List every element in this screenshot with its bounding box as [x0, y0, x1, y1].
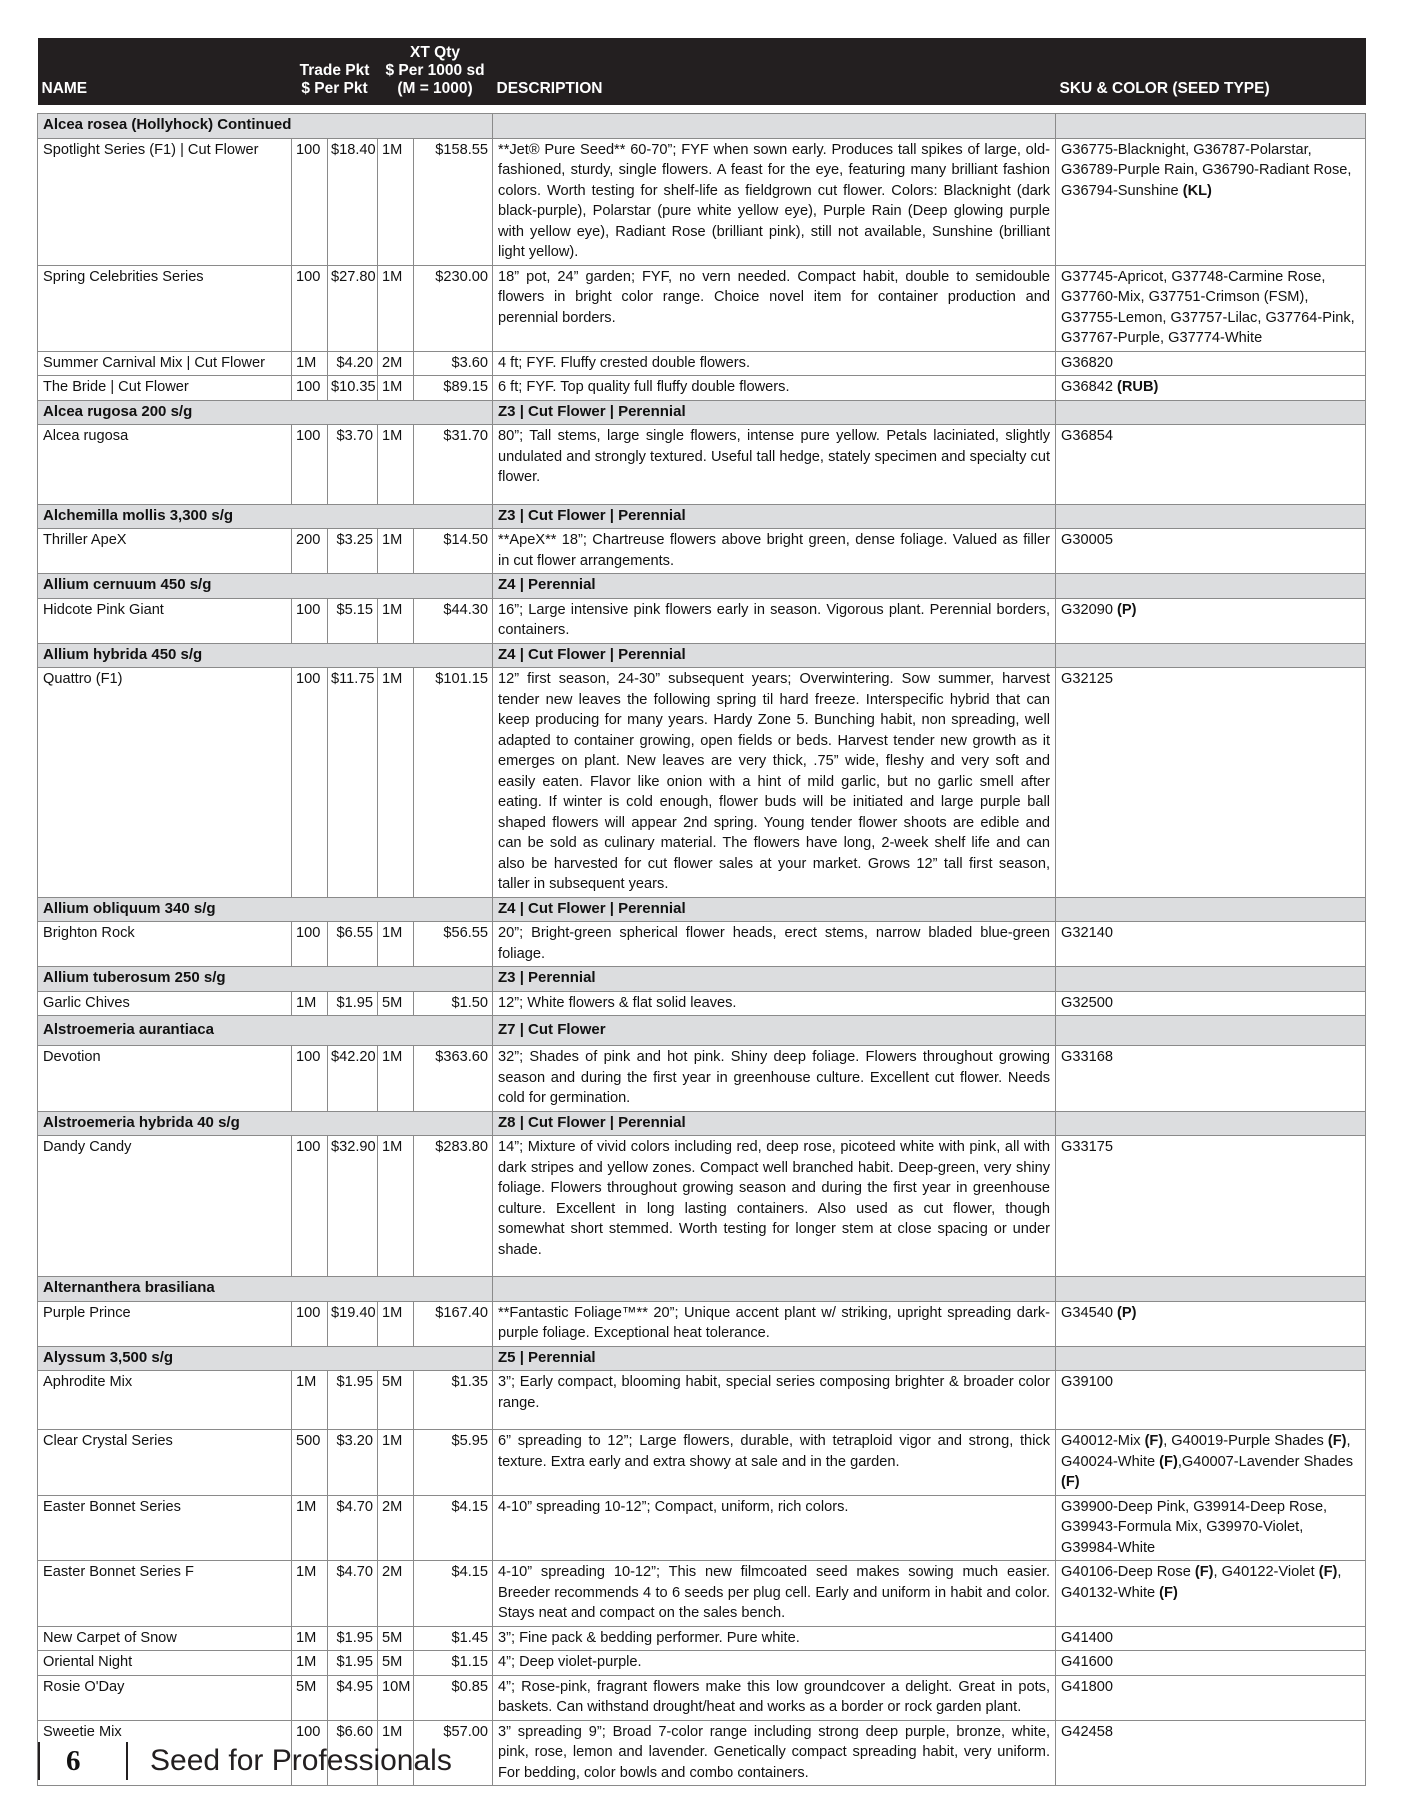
category-row — [38, 1346, 1366, 1371]
sku-text: G36820 — [1061, 354, 1113, 371]
product-row — [38, 668, 1366, 898]
category-note: Z4 | Cut Flower | Perennial — [493, 643, 1056, 668]
xt-price: $3.60 — [414, 351, 493, 376]
sku-text: G33168 — [1061, 1049, 1113, 1065]
category-sku-blank — [1056, 1277, 1366, 1302]
xt-qty: 1M — [378, 922, 414, 967]
sku-text: G30005 — [1061, 532, 1113, 548]
footer-divider-left — [38, 1742, 40, 1780]
trade-price: $19.40 — [328, 1301, 378, 1346]
product-sku — [1056, 1301, 1366, 1346]
product-description: 18” pot, 24” garden; FYF, no vern needed. Compact habit, double to semidouble flowers in bright color range. Choice novel item for container production and perennial borders. — [493, 265, 1056, 351]
xt-price: $5.95 — [414, 1430, 493, 1496]
category-sku-blank — [1056, 1111, 1366, 1136]
xt-price: $0.85 — [414, 1675, 493, 1720]
product-row — [38, 138, 1366, 265]
xt-qty: 1M — [378, 529, 414, 574]
category-name: Allium cernuum 450 s/g — [38, 574, 493, 599]
product-name: Hidcote Pink Giant — [38, 598, 292, 643]
xt-price: $363.60 — [414, 1046, 493, 1112]
category-sku-blank — [1056, 400, 1366, 425]
xt-qty: 2M — [378, 1495, 414, 1561]
category-row — [38, 400, 1366, 425]
sku-text: G37745-Apricot, G37748-Carmine Rose, G37760-Mix, G37751-Crimson (FSM), G37755-Lemon, G37757-Lilac, G37764-Pink, G37767-Purple, G37774-White — [1061, 268, 1355, 346]
product-sku — [1056, 1495, 1366, 1561]
trade-price: $10.35 — [328, 376, 378, 401]
product-row — [38, 991, 1366, 1016]
xt-qty: 5M — [378, 1651, 414, 1676]
product-description: **Jet® Pure Seed** 60-70”; FYF when sown early. Produces tall spikes of large, old-fashioned, sturdy, single flowers. A feast for the eye, featuring many brilliant fashion colors. Worth testing for shelf-life as fieldgrown cut flower. Colors: Blacknight (dark black-purple), Polarstar (pure white yellow eye), Purple Rain (Deep glowing purple with yellow eye), Radiant Rose (brilliant pink), still not available, Sunshine (brilliant light yellow). — [493, 138, 1056, 265]
product-description: 3”; Early compact, blooming habit, special series composing brighter & broader color range. — [493, 1371, 1056, 1430]
product-sku — [1056, 351, 1366, 376]
seed-type-label: (RUB) — [1117, 379, 1159, 395]
sku-text: ,G40007-Lavender Shades — [1177, 1453, 1354, 1470]
product-sku — [1056, 138, 1366, 265]
seed-type-label: (F) — [1327, 1433, 1347, 1449]
category-name: Alchemilla mollis 3,300 s/g — [38, 504, 493, 529]
seed-type-label: (F) — [1194, 1564, 1214, 1580]
sku-text: G39100 — [1061, 1374, 1113, 1390]
product-name: Spring Celebrities Series — [38, 265, 292, 351]
product-name: Easter Bonnet Series — [38, 1495, 292, 1561]
xt-price: $1.45 — [414, 1626, 493, 1651]
product-description: 12” first season, 24-30” subsequent years; Overwintering. Sow summer, harvest tender new leaves the following spring til hard freeze. Interspecific hybrid that can keep producing for many years. Hardy Zone 5. Bunching habit, non spreading, well adapted to container growing, open fields or beds. Harvest tender new growth as it emerges on plant. New leaves are very thick, .75” wide, fleshy and very soft and easily eaten. Flavor like onion with a hint of mild garlic, but no garlic smell after eating. If winter is cold enough, flower buds will be initiated and large purple ball shaped flowers will appear 2nd spring. Young tender flower shoots are edible and can be sold as culinary material. The flowers have long, 2-week shelf life and can also be harvested for cut flower sales at your market. Grows 12” tall first season, taller in subsequent years. — [493, 668, 1056, 898]
category-row — [38, 967, 1366, 992]
header-spacer — [38, 105, 1366, 114]
product-description: 3”; Fine pack & bedding performer. Pure white. — [493, 1626, 1056, 1651]
xt-qty: 1M — [378, 376, 414, 401]
sku-text: , G40132-White — [1061, 1564, 1342, 1601]
xt-price: $158.55 — [414, 138, 493, 265]
product-row — [38, 1651, 1366, 1676]
xt-qty: 1M — [378, 668, 414, 898]
product-row — [38, 1136, 1366, 1277]
xt-price: $4.15 — [414, 1495, 493, 1561]
xt-qty: 1M — [378, 1720, 414, 1786]
category-row — [38, 1111, 1366, 1136]
trade-qty: 100 — [292, 1720, 328, 1786]
product-name: Thriller ApeX — [38, 529, 292, 574]
trade-qty: 1M — [292, 991, 328, 1016]
xt-qty: 1M — [378, 425, 414, 505]
sku-text: G36775-Blacknight, G36787-Polarstar, G36789-Purple Rain, G36790-Radiant Rose, G36794-Sunshine — [1061, 141, 1352, 199]
trade-qty: 5M — [292, 1675, 328, 1720]
xt-qty: 2M — [378, 1561, 414, 1627]
header-trade-line2: $ Per Pkt — [301, 80, 368, 97]
header-sku: SKU & COLOR (SEED TYPE) — [1056, 38, 1366, 105]
category-note: Z3 | Cut Flower | Perennial — [493, 504, 1056, 529]
sku-text: G41600 — [1061, 1654, 1113, 1670]
xt-price: $89.15 — [414, 376, 493, 401]
xt-price: $57.00 — [414, 1720, 493, 1786]
xt-price: $283.80 — [414, 1136, 493, 1277]
sku-text: , G40122-Violet — [1213, 1564, 1319, 1580]
sku-text: G32090 — [1061, 601, 1118, 618]
sku-text: G32140 — [1061, 925, 1113, 941]
product-sku — [1056, 1046, 1366, 1112]
product-name: New Carpet of Snow — [38, 1626, 292, 1651]
category-note: Z4 | Perennial — [493, 574, 1056, 599]
xt-price: $4.15 — [414, 1561, 493, 1627]
product-sku — [1056, 922, 1366, 967]
product-row — [38, 598, 1366, 643]
header-trade-pkt — [292, 38, 378, 105]
sku-text: G39900-Deep Pink, G39914-Deep Rose, G39943-Formula Mix, G39970-Violet, G39984-White — [1061, 1498, 1328, 1556]
seed-type-label: (F) — [1159, 1453, 1178, 1470]
product-description: 4”; Deep violet-purple. — [493, 1651, 1056, 1676]
product-sku — [1056, 265, 1366, 351]
product-row — [38, 265, 1366, 351]
sku-text: G33175 — [1061, 1139, 1113, 1155]
xt-qty: 1M — [378, 138, 414, 265]
trade-price: $4.70 — [328, 1561, 378, 1627]
product-description: 12”; White flowers & flat solid leaves. — [493, 991, 1056, 1016]
trade-price: $11.75 — [328, 668, 378, 898]
product-row — [38, 1495, 1366, 1561]
sku-text: , G40024-White — [1061, 1433, 1351, 1470]
product-sku — [1056, 1651, 1366, 1676]
product-name: Oriental Night — [38, 1651, 292, 1676]
xt-price: $1.15 — [414, 1651, 493, 1676]
category-sku-blank — [1056, 114, 1366, 139]
trade-price: $4.20 — [328, 351, 378, 376]
xt-price: $14.50 — [414, 529, 493, 574]
category-name: Alcea rosea (Hollyhock) Continued — [38, 114, 493, 139]
product-row — [38, 1626, 1366, 1651]
xt-price: $44.30 — [414, 598, 493, 643]
trade-qty: 100 — [292, 598, 328, 643]
product-name: Spotlight Series (F1) | Cut Flower — [38, 138, 292, 265]
header-xt-qty — [378, 38, 493, 105]
category-sku-blank — [1056, 643, 1366, 668]
trade-qty: 100 — [292, 425, 328, 505]
product-name: Sweetie Mix — [38, 1720, 292, 1786]
trade-price: $1.95 — [328, 1626, 378, 1651]
xt-qty: 10M — [378, 1675, 414, 1720]
trade-qty: 1M — [292, 351, 328, 376]
product-sku — [1056, 598, 1366, 643]
category-sku-blank — [1056, 1346, 1366, 1371]
product-name: Garlic Chives — [38, 991, 292, 1016]
sku-text: G36854 — [1061, 428, 1113, 444]
sku-text: G42458 — [1061, 1723, 1113, 1740]
page-number: 6 — [66, 1745, 81, 1777]
xt-qty: 1M — [378, 1136, 414, 1277]
product-name: Brighton Rock — [38, 922, 292, 967]
category-row — [38, 114, 1366, 139]
table-header-row — [38, 38, 1366, 105]
seed-type-label: (P) — [1117, 1304, 1137, 1321]
trade-qty: 1M — [292, 1495, 328, 1561]
category-sku-blank — [1056, 1016, 1366, 1046]
xt-qty: 2M — [378, 351, 414, 376]
xt-qty: 1M — [378, 598, 414, 643]
trade-price: $3.70 — [328, 425, 378, 505]
category-name: Alcea rugosa 200 s/g — [38, 400, 493, 425]
product-sku — [1056, 529, 1366, 574]
header-xt-line3: (M = 1000) — [397, 80, 473, 97]
xt-price: $1.50 — [414, 991, 493, 1016]
header-description: DESCRIPTION — [493, 38, 1056, 105]
xt-qty: 1M — [378, 1301, 414, 1346]
trade-price: $1.95 — [328, 1651, 378, 1676]
category-name: Allium hybrida 450 s/g — [38, 643, 493, 668]
trade-price: $3.25 — [328, 529, 378, 574]
product-name: Purple Prince — [38, 1301, 292, 1346]
product-description: 6” spreading to 12”; Large flowers, durable, with tetraploid vigor and strong, thick texture. Extra early and extra showy at sale and in the garden. — [493, 1430, 1056, 1496]
seed-type-label: (KL) — [1182, 182, 1212, 199]
sku-text: , G40019-Purple Shades — [1163, 1433, 1328, 1449]
product-name: The Bride | Cut Flower — [38, 376, 292, 401]
product-description: **ApeX** 18”; Chartreuse flowers above bright green, dense foliage. Valued as filler in cut flower arrangements. — [493, 529, 1056, 574]
category-row — [38, 504, 1366, 529]
xt-qty: 5M — [378, 1371, 414, 1430]
category-name: Alternanthera brasiliana — [38, 1277, 493, 1302]
category-note — [493, 114, 1056, 139]
trade-price: $3.20 — [328, 1430, 378, 1496]
xt-qty: 1M — [378, 1046, 414, 1112]
trade-price: $6.55 — [328, 922, 378, 967]
product-sku — [1056, 1371, 1366, 1430]
xt-price: $56.55 — [414, 922, 493, 967]
sku-text: G41800 — [1061, 1678, 1113, 1695]
product-row — [38, 351, 1366, 376]
category-sku-blank — [1056, 504, 1366, 529]
sku-text: G34540 — [1061, 1304, 1118, 1321]
category-row — [38, 643, 1366, 668]
category-sku-blank — [1056, 574, 1366, 599]
product-description: 16”; Large intensive pink flowers early in season. Vigorous plant. Perennial borders, containers. — [493, 598, 1056, 643]
product-sku — [1056, 1626, 1366, 1651]
header-name: NAME — [38, 38, 292, 105]
product-description: 32”; Shades of pink and hot pink. Shiny deep foliage. Flowers throughout growing season and during the first year in greenhouse culture. Excellent cut flower. Needs cold for germination. — [493, 1046, 1056, 1112]
category-name: Alyssum 3,500 s/g — [38, 1346, 493, 1371]
product-row — [38, 529, 1366, 574]
trade-price: $6.60 — [328, 1720, 378, 1786]
product-sku — [1056, 1675, 1366, 1720]
trade-qty: 100 — [292, 1046, 328, 1112]
product-description: 80”; Tall stems, large single flowers, intense pure yellow. Petals laciniated, slightly undulated and strongly textured. Useful tall hedge, stately specimen and specialty cut flower. — [493, 425, 1056, 505]
footer-divider-right — [126, 1742, 128, 1780]
product-sku — [1056, 1430, 1366, 1496]
trade-qty: 100 — [292, 922, 328, 967]
category-row — [38, 897, 1366, 922]
category-name: Allium obliquum 340 s/g — [38, 897, 493, 922]
seed-type-label: (F) — [1318, 1564, 1338, 1580]
trade-qty: 500 — [292, 1430, 328, 1496]
trade-qty: 1M — [292, 1561, 328, 1627]
trade-qty: 100 — [292, 668, 328, 898]
product-name: Rosie O'Day — [38, 1675, 292, 1720]
product-row — [38, 922, 1366, 967]
table-body — [38, 114, 1366, 1786]
xt-price: $230.00 — [414, 265, 493, 351]
product-row — [38, 376, 1366, 401]
seed-type-label: (F) — [1061, 1474, 1080, 1490]
product-name: Summer Carnival Mix | Cut Flower — [38, 351, 292, 376]
product-description: 4-10” spreading 10-12”; This new filmcoated seed makes sowing much easier. Breeder recommends 4 to 6 seeds per plug cell. Early and uniform in habit and color. Stays neat and compact on the sales bench. — [493, 1561, 1056, 1627]
xt-price: $167.40 — [414, 1301, 493, 1346]
product-name: Clear Crystal Series — [38, 1430, 292, 1496]
trade-qty: 100 — [292, 1136, 328, 1277]
header-xt-line2: $ Per 1000 sd — [385, 62, 485, 79]
trade-qty: 100 — [292, 138, 328, 265]
sku-text: G40012-Mix — [1061, 1433, 1145, 1449]
trade-price: $4.95 — [328, 1675, 378, 1720]
sku-text: G40106-Deep Rose — [1061, 1564, 1195, 1580]
product-sku — [1056, 425, 1366, 505]
page-footer — [38, 1740, 638, 1782]
product-sku — [1056, 1720, 1366, 1786]
category-note: Z7 | Cut Flower — [493, 1016, 1056, 1046]
category-name: Allium tuberosum 250 s/g — [38, 967, 493, 992]
xt-price: $101.15 — [414, 668, 493, 898]
product-row — [38, 1046, 1366, 1112]
trade-qty: 100 — [292, 1301, 328, 1346]
category-note: Z3 | Cut Flower | Perennial — [493, 400, 1056, 425]
product-description: 4 ft; FYF. Fluffy crested double flowers. — [493, 351, 1056, 376]
trade-qty: 1M — [292, 1371, 328, 1430]
product-name: Aphrodite Mix — [38, 1371, 292, 1430]
trade-price: $18.40 — [328, 138, 378, 265]
xt-qty: 1M — [378, 1430, 414, 1496]
header-trade-line1: Trade Pkt — [299, 62, 370, 79]
product-description: 6 ft; FYF. Top quality full fluffy double flowers. — [493, 376, 1056, 401]
product-description: 14”; Mixture of vivid colors including red, deep rose, picoteed white with pink, all with dark stripes and yellow zones. Compact well branched habit. Deep-green, very shiny foliage. Flowers throughout growing season and during the first year in greenhouse culture. Excellent in long lasting containers. Also used as cut flower, though somewhat short stemmed. Worth testing for longer stem at close spacing or under shade. — [493, 1136, 1056, 1277]
sku-text: G36842 — [1061, 379, 1118, 395]
product-sku — [1056, 668, 1366, 898]
product-description: **Fantastic Foliage™** 20”; Unique accent plant w/ striking, upright spreading dark-purple foliage. Exceptional heat tolerance. — [493, 1301, 1056, 1346]
product-description: 4-10” spreading 10-12”; Compact, uniform, rich colors. — [493, 1495, 1056, 1561]
product-name: Quattro (F1) — [38, 668, 292, 898]
xt-price: $31.70 — [414, 425, 493, 505]
footer-title: Seed for Professionals — [150, 1744, 452, 1777]
category-row — [38, 1016, 1366, 1046]
product-name: Devotion — [38, 1046, 292, 1112]
product-sku — [1056, 991, 1366, 1016]
trade-qty: 1M — [292, 1651, 328, 1676]
product-sku — [1056, 1136, 1366, 1277]
category-name: Alstroemeria hybrida 40 s/g — [38, 1111, 493, 1136]
trade-qty: 200 — [292, 529, 328, 574]
trade-price: $42.20 — [328, 1046, 378, 1112]
product-name: Dandy Candy — [38, 1136, 292, 1277]
sku-text: G32125 — [1061, 671, 1113, 687]
product-row — [38, 425, 1366, 505]
trade-price: $32.90 — [328, 1136, 378, 1277]
trade-price: $1.95 — [328, 991, 378, 1016]
trade-price: $1.95 — [328, 1371, 378, 1430]
product-description: 3” spreading 9”; Broad 7-color range including strong deep purple, bronze, white, pink, rose, lemon and lavender. Genetically compact spreading habit, very uniform. For bedding, color bowls and combo containers. — [493, 1720, 1056, 1786]
trade-price: $4.70 — [328, 1495, 378, 1561]
product-sku — [1056, 376, 1366, 401]
trade-price: $5.15 — [328, 598, 378, 643]
product-description: 4”; Rose-pink, fragrant flowers make this low groundcover a delight. Great in pots, baskets. Can withstand drought/heat and works as a border or rock garden plant. — [493, 1675, 1056, 1720]
xt-qty: 5M — [378, 1626, 414, 1651]
product-row — [38, 1301, 1366, 1346]
sku-text: G32500 — [1061, 994, 1113, 1011]
category-sku-blank — [1056, 897, 1366, 922]
trade-qty: 100 — [292, 376, 328, 401]
trade-qty: 100 — [292, 265, 328, 351]
product-sku — [1056, 1561, 1366, 1627]
product-row — [38, 1561, 1366, 1627]
xt-qty: 1M — [378, 265, 414, 351]
product-description: 20”; Bright-green spherical flower heads, erect stems, narrow bladed blue-green foliage. — [493, 922, 1056, 967]
product-row — [38, 1430, 1366, 1496]
product-name: Easter Bonnet Series F — [38, 1561, 292, 1627]
category-note: Z3 | Perennial — [493, 967, 1056, 992]
xt-qty: 5M — [378, 991, 414, 1016]
product-row — [38, 1675, 1366, 1720]
product-table — [37, 38, 1366, 1786]
category-name: Alstroemeria aurantiaca — [38, 1016, 493, 1046]
seed-type-label: (P) — [1117, 601, 1137, 618]
seed-type-label: (F) — [1159, 1584, 1178, 1601]
category-row — [38, 1277, 1366, 1302]
trade-price: $27.80 — [328, 265, 378, 351]
product-row — [38, 1371, 1366, 1430]
product-name: Alcea rugosa — [38, 425, 292, 505]
seed-type-label: (F) — [1144, 1433, 1164, 1449]
category-note: Z8 | Cut Flower | Perennial — [493, 1111, 1056, 1136]
xt-price: $1.35 — [414, 1371, 493, 1430]
category-sku-blank — [1056, 967, 1366, 992]
sku-text: G41400 — [1061, 1629, 1113, 1646]
header-xt-line1: XT Qty — [410, 44, 460, 61]
category-note: Z5 | Perennial — [493, 1346, 1056, 1371]
trade-qty: 1M — [292, 1626, 328, 1651]
category-note: Z4 | Cut Flower | Perennial — [493, 897, 1056, 922]
category-note — [493, 1277, 1056, 1302]
category-row — [38, 574, 1366, 599]
